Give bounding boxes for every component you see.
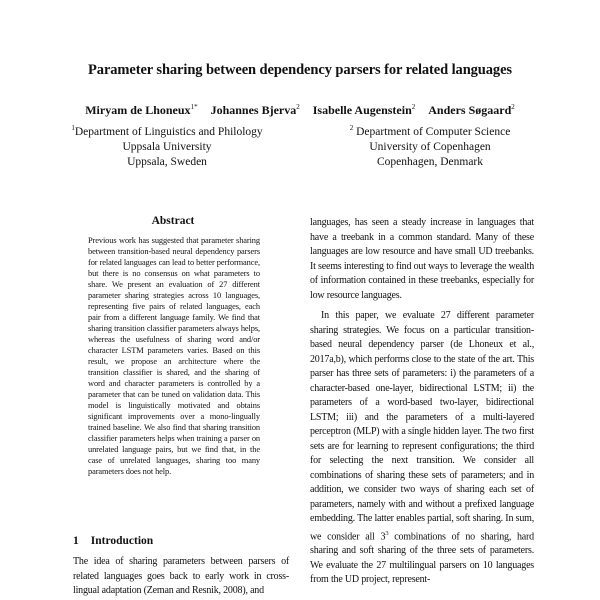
author-1: Miryam de Lhoneux$^{1*}$ — [85, 103, 198, 117]
affiliation-2-dept: $^2$ Department of Computer Science — [349, 124, 511, 138]
section-number: 1 — [73, 535, 79, 547]
affiliation-2-institution: University of Copenhagen — [369, 140, 491, 153]
affiliation-2-location: Copenhagen, Denmark — [376, 155, 484, 168]
affiliation-1-institution: Uppsala University — [122, 140, 212, 153]
author-3: Isabelle Augenstein$^2$ — [312, 103, 416, 117]
right-paragraph-2: In this paper, we evaluate 27 different parameter sharing strategies. We focus on a particular transition-based neural dependency parser (de Lhoneux et al., 2017a,b), which performs close to the state of the art. This parser has three sets of parameters: i) the parameters of a character-based one-layer, bidirectional LSTM; ii) the parameters of a word-based two-layer, bidirectional LSTM; iii) and the parameters of a multi-layered perceptron (MLP) with a single hidden layer. The two first sets are for learning to represent configurations; the third for selecting the next transition. We consider all combinations of sharing these sets of parameters; and in addition, we consider two ways of sharing each set of parameters, namely with and without a prefixed language embedding. The latter enables partial, soft sharing. In sum, we consider all $3^3$ combinations of no sharing, hard sharing and soft sharing of the three sets of parameters. We evaluate the 27 multilingual parsers on 10 languages from the UD project, represent- — [310, 310, 534, 586]
introduction-text-left: The idea of sharing parameters between parsers of related languages goes back to early work in cross-lingual adaptation (Zeman and Resnik, 2008), and — [73, 556, 289, 596]
author-4: Anders Søgaard$^2$ — [428, 103, 515, 117]
affiliation-1-dept: $^1$Department of Linguistics and Philology — [71, 124, 263, 138]
right-column-text — [310, 216, 534, 588]
affiliation-1 — [62, 121, 272, 170]
affiliation-2 — [325, 121, 535, 170]
author-list — [40, 103, 560, 118]
author-2: Johannes Bjerva$^2$ — [210, 103, 300, 117]
right-paragraph-1: languages, has seen a steady increase in languages that have a treebank in a common standard. Many of these languages are low resource and have small UD treebanks. It seems interesting to find out ways to leverage the wealth of information contained in these treebanks, especially for low resource languages. — [310, 217, 534, 301]
paper-title: Parameter sharing between dependency parsers for related languages — [88, 62, 512, 78]
abstract-heading: Abstract — [151, 215, 195, 227]
section-heading-introduction — [73, 535, 273, 547]
section-title: Introduction — [90, 535, 154, 547]
abstract-text: Previous work has suggested that parameter sharing between transition-based neural dependency parsers for related languages can lead to better performance, but there is no consensus on what parameters to share. We present an evaluation of 27 different parameter sharing strategies across 10 languages, representing five pairs of related languages, each pair from a different language family. We find that sharing transition classifier parameters always helps, whereas the usefulness of sharing word and/or character LSTM parameters varies. Based on this result, we propose an architecture where the transition classifier is shared, and the sharing of word and character parameters is controlled by a parameter that can be tuned on validation data. This model is linguistically motivated and obtains significant improvements over a mono-lingually trained baseline. We also find that sharing transition classifier parameters helps when training a parser on unrelated language pairs, but we find that, in the case of unrelated languages, sharing too many parameters does not help. — [88, 236, 260, 476]
affiliation-1-location: Uppsala, Sweden — [127, 155, 207, 168]
